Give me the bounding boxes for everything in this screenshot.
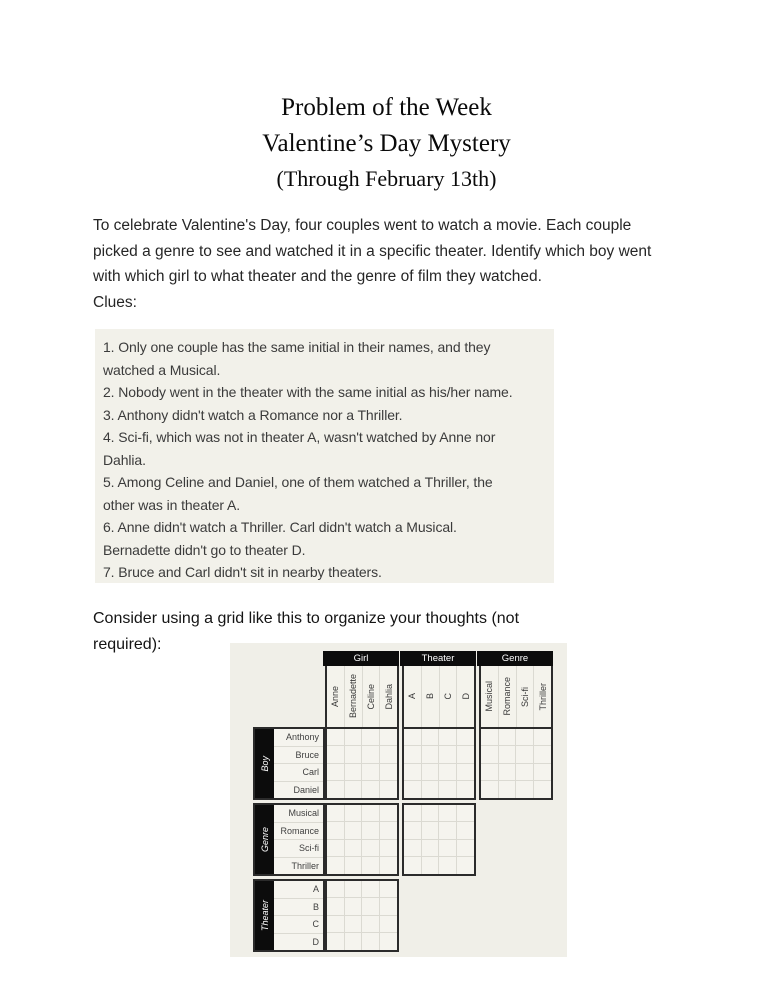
grid-cell — [362, 898, 380, 915]
grid-cell — [422, 729, 440, 746]
row-label-daniel: Daniel — [274, 781, 323, 799]
grid-cell — [404, 746, 422, 763]
grid-cell — [327, 764, 345, 781]
clues-heading: Clues: — [93, 294, 137, 311]
grid-cell — [345, 822, 363, 839]
grid-cell — [516, 729, 534, 746]
row-label-romance: Romance — [274, 822, 323, 840]
row-group-theater-labels — [253, 879, 325, 952]
column-group-header-theater: Theater — [400, 651, 476, 666]
column-label-thriller: Thriller — [533, 666, 551, 727]
row-group-header-theater: Theater — [255, 881, 274, 950]
grid-cell — [422, 840, 440, 857]
column-label-c: C — [439, 666, 457, 727]
grid-cell — [327, 857, 345, 874]
clue-line: 5. Among Celine and Daniel, one of them watched a Thriller, the — [103, 474, 493, 490]
grid-cell — [404, 840, 422, 857]
grid-cell — [362, 933, 380, 950]
grid-cell — [345, 881, 363, 898]
grid-cell — [457, 857, 475, 874]
grid-cell — [499, 746, 517, 763]
grid-cell — [380, 840, 398, 857]
grid-cell — [327, 933, 345, 950]
column-labels-theater — [402, 666, 476, 727]
grid-cell — [380, 781, 398, 798]
column-label-d: D — [456, 666, 474, 727]
row-group-genre — [230, 803, 567, 876]
logic-grid-figure — [230, 643, 567, 957]
grid-cell — [380, 729, 398, 746]
grid-cell — [516, 781, 534, 798]
grid-cell — [481, 781, 499, 798]
row-label-bruce: Bruce — [274, 746, 323, 764]
grid-cell — [439, 746, 457, 763]
row-group-theater — [230, 879, 567, 952]
column-label-b: B — [421, 666, 439, 727]
grid-cell — [457, 822, 475, 839]
grid-cell — [327, 840, 345, 857]
row-label-scifi: Sci-fi — [274, 839, 323, 857]
intro-line: picked a genre to see and watched it in a specific theater. Identify which boy went — [93, 242, 652, 260]
grid-cell — [380, 805, 398, 822]
grid-cell — [345, 729, 363, 746]
column-labels-girl — [325, 666, 399, 727]
grid-cell — [534, 729, 552, 746]
row-group-genre-labels — [253, 803, 325, 876]
grid-cell-block-genre-theater — [402, 803, 476, 876]
row-label-anthony: Anthony — [285, 732, 319, 743]
grid-cell — [457, 746, 475, 763]
row-group-header-genre: Genre — [255, 805, 274, 874]
grid-cell — [362, 881, 380, 898]
grid-cell — [404, 857, 422, 874]
grid-cell — [380, 898, 398, 915]
grid-cell-block-boy-girl — [325, 727, 399, 800]
grid-cell — [439, 729, 457, 746]
grid-note-line: required): — [93, 636, 162, 653]
column-label-celine: Celine — [362, 666, 380, 727]
grid-cell — [345, 764, 363, 781]
title-line-2: Valentine’s Day Mystery — [262, 130, 511, 157]
row-group-header-boy: Boy — [255, 729, 274, 798]
grid-cell — [327, 729, 345, 746]
page-title — [0, 90, 773, 196]
grid-cell — [534, 781, 552, 798]
grid-cell — [439, 805, 457, 822]
grid-cell — [404, 822, 422, 839]
grid-cell — [327, 822, 345, 839]
grid-cell — [345, 781, 363, 798]
grid-cell — [362, 857, 380, 874]
row-label-b: B — [274, 898, 323, 916]
grid-cell — [422, 857, 440, 874]
grid-cell — [481, 764, 499, 781]
grid-cell — [380, 822, 398, 839]
clue-line: 3. Anthony didn't watch a Romance nor a Thriller. — [103, 406, 403, 423]
column-label-dahlia: Dahlia — [379, 666, 397, 727]
grid-cell — [404, 729, 422, 746]
row-label-musical: Musical — [288, 808, 319, 819]
clues-box — [95, 329, 554, 583]
grid-cell — [380, 933, 398, 950]
grid-cell-block-boy-genre — [479, 727, 553, 800]
grid-cell — [439, 781, 457, 798]
row-group-boy — [230, 727, 567, 800]
grid-cell — [327, 898, 345, 915]
grid-cell — [327, 781, 345, 798]
grid-cell — [345, 805, 363, 822]
clue-line: 7. Bruce and Carl didn't sit in nearby theaters. — [103, 564, 382, 580]
title-line-3: (Through February 13th) — [276, 166, 497, 191]
intro-paragraph — [93, 213, 651, 290]
grid-cell — [439, 840, 457, 857]
grid-cell — [457, 764, 475, 781]
grid-cell — [362, 805, 380, 822]
grid-cell — [327, 805, 345, 822]
grid-cell — [422, 781, 440, 798]
grid-cell — [422, 746, 440, 763]
grid-cell — [404, 805, 422, 822]
grid-cell — [481, 746, 499, 763]
grid-cell-block-boy-theater — [402, 727, 476, 800]
grid-cell — [380, 746, 398, 763]
grid-cell — [362, 781, 380, 798]
grid-cell — [362, 729, 380, 746]
grid-cell-block-genre-girl — [325, 803, 399, 876]
grid-cell — [499, 764, 517, 781]
grid-cell — [439, 764, 457, 781]
grid-cell — [499, 781, 517, 798]
grid-cell — [345, 746, 363, 763]
grid-cell — [345, 898, 363, 915]
clue-line: Bernadette didn't go to theater D. — [103, 541, 306, 558]
grid-cell — [327, 916, 345, 933]
grid-cell — [362, 822, 380, 839]
grid-cell — [362, 916, 380, 933]
intro-line: To celebrate Valentine's Day, four couples went to watch a movie. Each couple — [93, 217, 632, 234]
grid-cell — [345, 916, 363, 933]
grid-cell — [404, 764, 422, 781]
grid-cell — [499, 729, 517, 746]
clue-line: Dahlia. — [103, 451, 146, 468]
grid-cell — [380, 764, 398, 781]
grid-cell — [327, 746, 345, 763]
grid-cell — [457, 840, 475, 857]
grid-cell — [345, 840, 363, 857]
grid-cell — [439, 857, 457, 874]
row-label-carl: Carl — [274, 763, 323, 781]
grid-cell — [380, 916, 398, 933]
column-label-anne: Anne — [330, 685, 341, 708]
grid-cell — [362, 746, 380, 763]
grid-cell — [457, 781, 475, 798]
clue-line: other was in theater A. — [103, 496, 241, 513]
row-group-boy-labels — [253, 727, 325, 800]
clue-line: 2. Nobody went in the theater with the same initial as his/her name. — [103, 384, 513, 400]
grid-cell — [380, 881, 398, 898]
grid-cell — [404, 781, 422, 798]
column-label-bernadette: Bernadette — [344, 666, 362, 727]
grid-cell — [516, 764, 534, 781]
grid-cell — [327, 881, 345, 898]
clue-line: watched a Musical. — [103, 361, 221, 378]
clue-line: 1. Only one couple has the same initial in their names, and they — [103, 339, 491, 355]
grid-cell-block-theater-girl — [325, 879, 399, 952]
intro-line: with which girl to what theater and the genre of film they watched. — [93, 268, 542, 285]
grid-cell — [516, 746, 534, 763]
grid-cell — [345, 857, 363, 874]
grid-cell — [380, 857, 398, 874]
row-label-a: A — [312, 884, 319, 895]
column-label-scifi: Sci-fi — [516, 666, 534, 727]
grid-cell — [362, 764, 380, 781]
grid-note-line: Consider using a grid like this to organize your thoughts (not — [93, 610, 520, 627]
grid-cell — [481, 729, 499, 746]
column-labels-genre — [479, 666, 553, 727]
grid-cell — [345, 933, 363, 950]
column-group-header-girl: Girl — [323, 651, 399, 666]
column-group-header-genre: Genre — [477, 651, 553, 666]
clue-line: 6. Anne didn't watch a Thriller. Carl didn't watch a Musical. — [103, 519, 457, 535]
clue-line: 4. Sci-fi, which was not in theater A, wasn't watched by Anne nor — [103, 429, 496, 445]
grid-cell — [422, 805, 440, 822]
grid-cell — [534, 764, 552, 781]
grid-cell — [439, 822, 457, 839]
row-label-d: D — [274, 933, 323, 951]
title-line-1: Problem of the Week — [281, 94, 492, 121]
grid-cell — [457, 729, 475, 746]
row-label-c: C — [274, 915, 323, 933]
column-label-a: A — [407, 693, 418, 700]
grid-cell — [422, 764, 440, 781]
grid-cell — [362, 840, 380, 857]
column-label-romance: Romance — [498, 666, 516, 727]
grid-cell — [457, 805, 475, 822]
grid-cell — [422, 822, 440, 839]
row-label-thriller: Thriller — [274, 857, 323, 875]
column-label-musical: Musical — [484, 681, 495, 712]
grid-cell — [534, 746, 552, 763]
